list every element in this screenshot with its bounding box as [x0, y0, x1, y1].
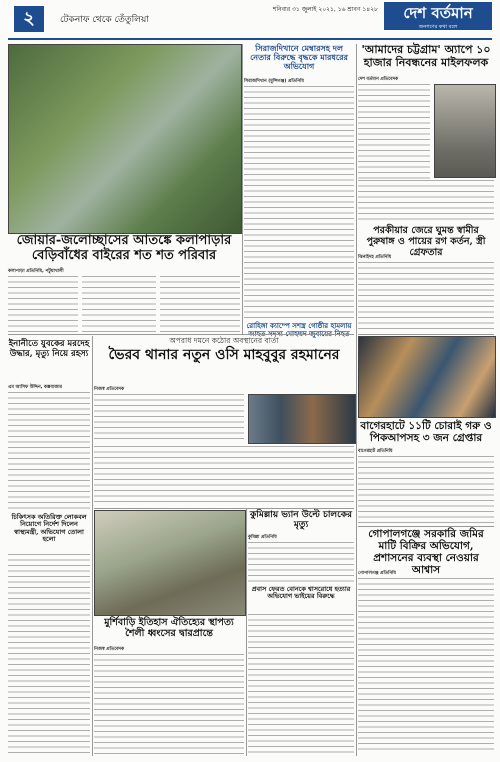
dateline: শনিবার ৩১ জুলাই ২০২১, ১৬ শ্রাবণ ১৪২৮: [272, 6, 378, 13]
row-divider: [358, 334, 494, 335]
row-divider: [94, 508, 354, 509]
byline-a9: বাগেরহাট প্রতিনিধি: [358, 449, 393, 454]
logo-tagline: জনগণের কথা বলে: [418, 24, 458, 30]
headline-a10: চিকিৎসক অতিরিক্ত লোকবল নিয়োগে নির্দেশ দিলেন স্বাস্থ্যমন্ত্রী, অভিযোগ তোলা হলো: [11, 513, 87, 544]
byline-a3: দেশ বর্তমান প্রতিবেদক: [358, 77, 399, 82]
byline-a14: গোপালগঞ্জ প্রতিনিধি: [358, 571, 396, 576]
headline-a3: 'আমাদের চট্টগ্রাম' অ্যাপে ১০ হাজার নিবন্ধনের মাইলফলক: [361, 43, 491, 69]
body-text-a3: [358, 84, 430, 180]
body-text-a11: [94, 654, 244, 754]
headline-a9: বাগেরহাটে ১১টি চোরাই গরু ও পিকআপসহ ৩ জন গ্রেপ্তার: [360, 420, 492, 445]
body-text-a6: [94, 394, 244, 442]
section-title: টেকনাফ থেকে তেঁতুলিয়া: [60, 15, 149, 25]
oc-portrait-photo: [248, 394, 356, 444]
column-divider: [242, 44, 243, 334]
byline-a11: নিজস্ব প্রতিবেদক: [94, 647, 125, 652]
column-divider: [92, 336, 93, 756]
headline-a11: মুর্শিবাড়ি ইতিহাস ঐতিহ্যের স্থাপত্য শৈলী ধ্বংসের দ্বারপ্রান্তে: [104, 617, 234, 639]
headline-a4: পরকীয়ার জেরে ঘুমন্ত স্বামীর পুরুষাঙ্গ ও পায়ের রগ কর্তন, স্ত্রী গ্রেফতার: [366, 225, 486, 258]
byline-a1: কলাপাড়া প্রতিনিধি, পটুয়াখালী: [8, 269, 64, 274]
arrest-press-photo: [358, 336, 496, 418]
headline-a2: সিরাজদিখানে মেম্বারসহ দল নেতার বিরুদ্ধে বৃদ্ধকে মারধরের অভিযোগ: [250, 43, 348, 72]
heritage-building-photo: [94, 510, 246, 616]
body-text-a5: [8, 392, 90, 510]
body-text-a1-col3: [160, 276, 240, 334]
byline-a6: নিজস্ব প্রতিবেদক: [94, 387, 125, 392]
headline-a13: প্রবাস ফেরত বোনকে শ্বাসরোধে হত্যার অভিযোগ ভাইয়ের বিরুদ্ধে: [251, 585, 351, 601]
body-text-a10: [8, 554, 90, 754]
header-rule: [8, 38, 492, 40]
headline-a5: ইনানীতে যুবকের মরদেহ উদ্ধার, মৃত্যু নিয়ে রহস্য: [8, 339, 90, 359]
body-text-a4: [358, 262, 494, 332]
column-divider: [246, 508, 247, 756]
body-text-a14: [358, 578, 494, 754]
byline-a5: এম আসিফ উদ্দিন, কক্সবাজার: [8, 385, 63, 390]
logo-text: দেশ বর্তমান: [403, 4, 473, 22]
body-text-a6-cont: [94, 446, 354, 506]
newspaper-logo: [384, 2, 492, 30]
body-text-a1-col2: [82, 276, 156, 334]
byline-a2: সিরাজদিখান (মুন্সিগঞ্জ) প্রতিনিধি: [244, 79, 304, 84]
page-number: ২: [14, 6, 44, 32]
body-text-a2: [244, 86, 354, 318]
body-text-a3-bottom: [358, 180, 494, 224]
body-text-a13: [248, 614, 354, 754]
page-header: [0, 0, 500, 40]
column-divider: [356, 44, 357, 756]
headline-a14: গোপালগঞ্জে সরকারি জমির মাটি বিক্রির অভিযোগ, প্রশাসনের ব্যবস্থা নেওয়ার আশ্বাস: [368, 528, 484, 577]
app-event-photo: [434, 84, 496, 178]
headline-a12: কুমিল্লায় ভ্যান উল্টে চালকের মৃত্যু: [249, 510, 352, 531]
byline-a12: কুমিল্লা প্রতিনিধি: [248, 535, 277, 540]
headline-a1: জোয়ার-জলোচ্ছাসের আতঙ্কে কলাপাড়ার বেড়িবাঁধের বাইরের শত শত পরিবার: [16, 233, 232, 263]
body-text-a1: [8, 276, 78, 334]
headline-a6: ভৈরব থানার নতুন ওসি মাহবুবুর রহমানের: [108, 347, 340, 363]
row-divider: [8, 334, 354, 335]
kicker-a6: অপরাধ দমনে কঠোর অবস্থানের বার্তা: [169, 336, 279, 345]
aerial-village-photo: [8, 44, 242, 234]
body-text-a9: [358, 456, 494, 524]
body-text-a12-lines: [248, 542, 354, 582]
headline-a8: রোহিঙ্গা ক্যাম্পে সশস্ত্র গোষ্ঠীর হামলায়: [246, 321, 352, 330]
byline-a4: ঝিনাইদহ প্রতিনিধি: [358, 255, 392, 260]
row-divider: [358, 526, 494, 527]
